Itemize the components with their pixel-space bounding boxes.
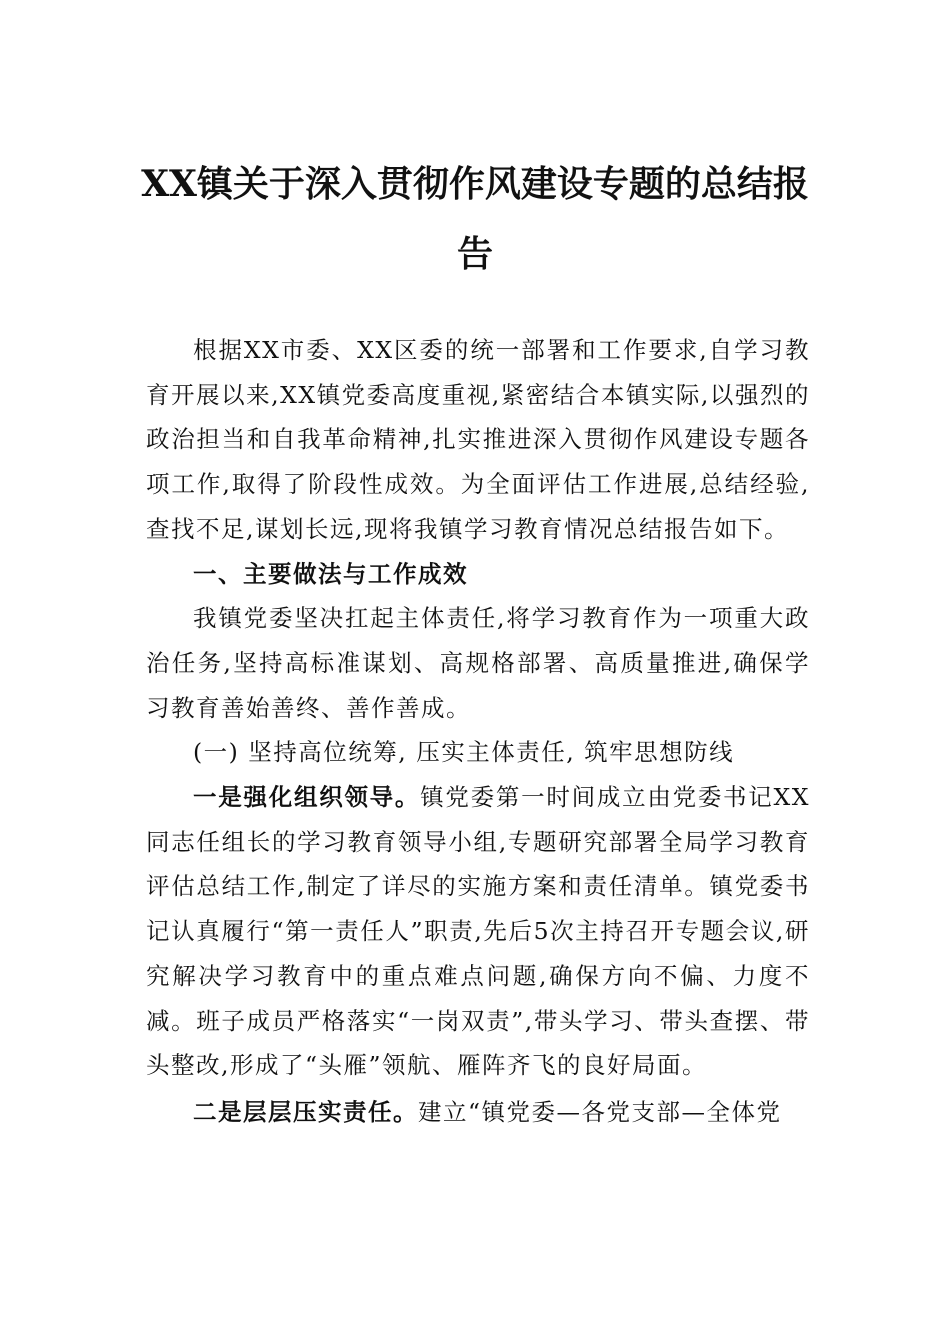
item-2-paragraph [146,1090,810,1135]
document-title-line-2: 告 [456,233,493,275]
subsection-1-heading: (一) 坚持高位统筹, 压实主体责任, 筑牢思想防线 [193,738,735,767]
item-2-lead: 二是层层压实责任。 [193,1097,418,1126]
item-2-text: 建立“镇党委—各党支部—全体党 [418,1097,782,1126]
item-1-text: 镇党委第一时间成立由党委书记XX同志任组长的学习教育领导小组,专题研究部署全局学习教育评估总结工作,制定了详尽的实施方案和责任清单。镇党委书记认真履行“第一责任人”职责,先后5次主持召开专题会议,研究解决学习教育中的重点难点问题,确保方向不偏、力度不减。班子成员严格落实“一岗双责”,带头学习、带头查摆、带头整改,形成了“头雁”领航、雁阵齐飞的良好局面。 [146,783,810,1080]
item-1-paragraph [146,775,810,1088]
item-1-lead: 一是强化组织领导。 [193,783,421,812]
intro-paragraph: 根据XX市委、XX区委的统一部署和工作要求,自学习教育开展以来,XX镇党委高度重视,紧密结合本镇实际,以强烈的政治担当和自我革命精神,扎实推进深入贯彻作风建设专题各项工作,取得了阶段性成效。为全面评估工作进展,总结经验,查找不足,谋划长远,现将我镇学习教育情况总结报告如下。 [146,336,810,543]
document-body [146,328,810,1135]
document-title-line-1: XX镇关于深入贯彻作风建设专题的总结报 [141,163,809,205]
section-1-heading: 一、主要做法与工作成效 [193,559,468,588]
section-1-intro-paragraph: 我镇党委坚决扛起主体责任,将学习教育作为一项重大政治任务,坚持高标准谋划、高规格部署、高质量推进,确保学习教育善始善终、善作善成。 [146,604,810,722]
